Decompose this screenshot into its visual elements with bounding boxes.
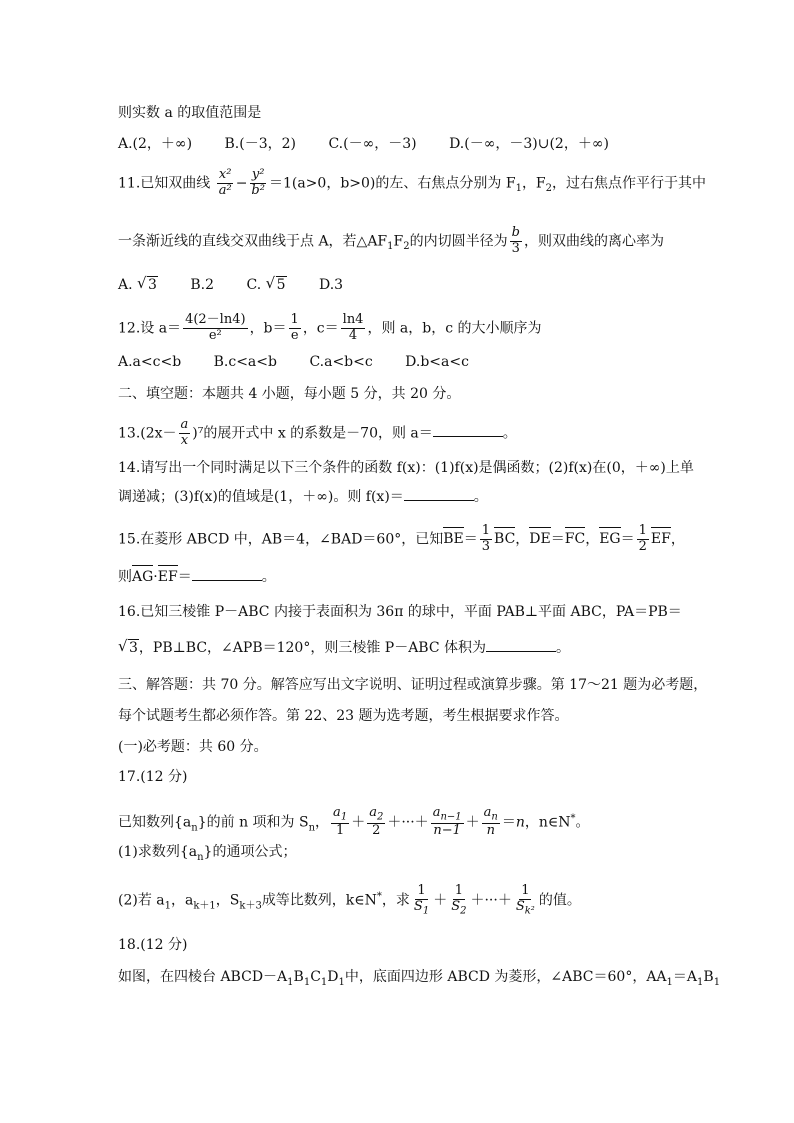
sqrt-3-q16: √ 3	[118, 641, 139, 655]
q15-answer-blank[interactable]	[192, 570, 262, 581]
q18-text-b: 中，底面四边形 ABCD 为菱形，∠ABC＝60°，AA	[344, 969, 667, 985]
q10-option-a: A.(2，＋∞)	[118, 136, 193, 152]
q11-text-a: 11.已知双曲线	[118, 175, 211, 192]
fraction-an1-n1: $\frac{a_{n-1}}{n-1}$	[432, 805, 462, 839]
section-3-line2	[118, 709, 569, 723]
vector-ef: EF	[650, 531, 671, 548]
q18-text-a: 如图，在四棱台 ABCD－A	[118, 969, 288, 985]
q12-option-a: A.a<c<b	[118, 354, 182, 370]
q12-option-d: D.b<a<c	[405, 354, 469, 370]
q16-text-b: ，PB⊥BC，∠APB＝120°，则三棱锥 P－ABC 体积为	[138, 640, 487, 656]
q11-text-f: ，则双曲线的离心率为	[523, 233, 664, 250]
section-3-text-b: 每个试题考生都必须作答。第 22、23 题为选考题，考生根据要求作答。	[118, 708, 569, 724]
q12-text-a: 12.设 a＝	[118, 320, 182, 337]
section-2-text: 二、填空题：本题共 4 小题，每小题 5 分，共 20 分。	[118, 386, 461, 402]
q13-text-a: 13.(2x－	[118, 425, 177, 442]
fraction-1-sk2: $\frac{1}{S_{k^2}}$	[515, 883, 535, 917]
q17-part1-text-a: (1)求数列{a	[118, 844, 198, 860]
q14-line1	[118, 461, 694, 475]
q14-text-c: 。	[473, 489, 488, 505]
q17-part2-text-c: ，S	[215, 892, 240, 909]
q15-text-d: 。	[261, 569, 276, 585]
fraction-an-n: $\frac{a_n}{n}$	[483, 805, 498, 839]
q11-option-a: A.	[118, 277, 133, 293]
q13-answer-blank[interactable]	[433, 426, 503, 437]
q11-option-c: C.	[246, 277, 262, 293]
q15-text-b: 则	[118, 569, 132, 585]
vector-bc: BC	[494, 531, 516, 548]
q12-text-b: ，b＝	[249, 320, 287, 337]
vector-ef-2: EF	[157, 569, 178, 585]
q15-line1: 15.在菱形 ABCD 中，AB＝4，∠BAD＝60°，已知BE＝ $\frac{1}{3}$ BC，DE＝FC，EG＝ $\frac{1}{2}$ EF，	[118, 523, 685, 554]
q16-text-c: 。	[556, 640, 571, 656]
q10-tail	[118, 106, 261, 120]
q17-heading-text: 17.(12 分)	[118, 769, 188, 785]
q14-answer-blank[interactable]	[404, 490, 474, 501]
q12-line	[118, 313, 542, 344]
q14-text-a: 14.请写出一个同时满足以下三个条件的函数 f(x)：(1)f(x)是偶函数；(2)f(x)在(0，＋∞)上单	[118, 460, 694, 476]
q17-heading	[118, 770, 187, 784]
fraction-b-3: $\frac{b}{3}$	[511, 225, 520, 256]
q17-text-b: }的前 n 项和为 S	[197, 814, 309, 831]
q17-part2-text-b: ，a	[171, 892, 194, 909]
q15-text-a: 15.在菱形 ABCD 中，AB＝4，∠BAD＝60°，已知	[118, 531, 444, 548]
q12-text-d: ，则 a，b，c 的大小顺序为	[367, 320, 542, 337]
fraction-1-3: $\frac{1}{3}$	[481, 523, 491, 554]
q18-heading-text: 18.(12 分)	[118, 937, 188, 953]
q14-text-b: 调递减；(3)f(x)的值域是(1，＋∞)。则 f(x)＝	[118, 489, 404, 505]
section-3-text-a: 三、解答题：共 70 分。解答应写出文字说明、证明过程或演算步骤。第 17～21 题为必考题，	[118, 677, 708, 693]
q17-part1-text-b: }的通项公式；	[203, 844, 297, 860]
q18-text-c: ＝A	[672, 969, 698, 985]
q15-line2: 则AG·EF＝ 。	[118, 569, 276, 585]
q17-part2-text-e: ，求	[381, 892, 410, 909]
fraction-1-s1: $\frac{1}{S_1}$	[413, 883, 430, 917]
section-2-heading	[118, 387, 460, 401]
q17-part1: (1)求数列$\{a_n\}$的通项公式；	[118, 844, 297, 863]
q16-answer-blank[interactable]	[486, 641, 556, 652]
fraction-y2-b2: $\frac{\text{y²}}{\text{b²}}$	[251, 167, 265, 198]
q15-text-c: ＝	[177, 569, 192, 585]
q11-text-b: ＝1(a>0，b>0)的左、右焦点分别为 F	[268, 175, 516, 192]
fraction-a2-2: $\frac{a_2}{2}$	[369, 805, 384, 839]
q18-heading	[118, 938, 187, 952]
q11-line1: 11.已知双曲线 $\frac{\text{x²}}{\text{a²}}$ − $\frac{\text{y²}}{\text{b²}}$ ＝1(a>0，b>0)的左、右焦点分别为 $F_1$，$F_2$，过右焦点作平行于其中	[118, 167, 707, 198]
q17-part2-text-f: 的值。	[538, 892, 581, 909]
q12-option-b: B.c<a<b	[213, 354, 277, 370]
q17-text-a: 已知数列{a	[118, 814, 192, 831]
q12-option-c: C.a<b<c	[309, 354, 373, 370]
q13-text-b: )⁷的展开式中 x 的系数是－70，则 a＝	[192, 425, 433, 442]
q17-part2-text-d: 成等比数列，k∈N	[261, 892, 377, 909]
section-3-line1	[118, 678, 707, 692]
section-3-line3	[118, 740, 268, 754]
q13-line	[118, 418, 517, 449]
q10-option-c: C.(－∞，－3)	[328, 136, 417, 152]
q16-line1	[118, 605, 682, 619]
section-3-text-c: (一)必考题：共 60 分。	[118, 739, 268, 755]
q16-text-a: 16.已知三棱锥 P－ABC 内接于表面积为 36π 的球中，平面 PAB⊥平面 ABC，PA＝PB＝	[118, 604, 682, 620]
q18-line1: 如图，在四棱台 $ABCD-A_1B_1C_1D_1$中，底面四边形 ABCD 为菱形，∠ABC＝60°，$AA_1=A_1B_1$	[118, 969, 721, 988]
q17-text-c: ，n∈N	[524, 814, 571, 831]
q10-text: 则实数 a 的取值范围是	[118, 105, 262, 121]
q13-text-c: 。	[502, 425, 517, 442]
q14-line2	[118, 490, 488, 504]
q10-option-b: B.(－3，2)	[224, 136, 296, 152]
q11-options	[118, 278, 343, 292]
vector-ag: AG	[132, 569, 154, 585]
q12-text-c: ，c＝	[302, 320, 339, 337]
fraction-c: $\frac{\ln 4}{4}$	[342, 312, 364, 343]
q16-line2	[118, 641, 570, 655]
vector-de: DE	[529, 531, 551, 548]
q11-option-b: B.2	[190, 277, 215, 293]
q17-part2: (2)若 $a_1$，$a_{k+1}$，$S_{k+3}$成等比数列，k∈N*，求 $\frac{1}{S_1}$ ＋ $\frac{1}{S_2}$ ＋···＋ $\frac{1}{S_{k^2}}$ 的值。	[118, 883, 581, 917]
fraction-a1-1: $\frac{a_1}{1}$	[333, 805, 348, 839]
vector-be: BE	[443, 531, 464, 548]
q11-text-d: 一条渐近线的直线交双曲线于点 A，若△AF	[118, 233, 388, 250]
fraction-1-2: $\frac{1}{2}$	[638, 523, 647, 554]
q10-option-d: D.(－∞，－3)∪(2，＋∞)	[449, 136, 609, 152]
q11-text-c: ，过右焦点作平行于其中	[552, 175, 707, 192]
q11-text-e: 的内切圆半径为	[409, 233, 508, 250]
sqrt-3: √ 3	[137, 278, 158, 292]
fraction-x2-a2: $\frac{\text{x²}}{\text{a²}}$	[218, 167, 232, 198]
fraction-b: $\frac{1}{e}$	[290, 312, 299, 343]
q12-options	[118, 355, 469, 369]
q11-option-d: D.3	[319, 277, 344, 293]
q17-text-d: 。	[575, 814, 590, 831]
q10-options	[118, 137, 609, 151]
q17-part2-text-a: (2)若 a	[118, 892, 165, 909]
q17-line1: 已知数列$\{a_n\}$的前 n 项和为 $S_n$， $\frac{a_1}{1}$ ＋ $\frac{a_2}{2}$ ＋···＋ $\frac{a_{n-1}}{n-1}$ ＋ $\frac{a_n}{n}$ ＝n，n∈N*。	[118, 805, 590, 839]
fraction-a-x: $\frac{a}{x}$	[180, 417, 189, 448]
sqrt-5: √ 5	[266, 278, 287, 292]
vector-fc: FC	[564, 531, 586, 548]
fraction-1-s2: $\frac{1}{S_2}$	[451, 883, 467, 917]
vector-eg: EG	[599, 531, 621, 548]
fraction-a: $\frac{4(2-\ln 4)}{\text{e²}}$	[185, 312, 246, 343]
q11-line2: 一条渐近线的直线交双曲线于点 A，若$\triangle AF_1F_2$的内切圆半径为 $\frac{b}{3}$ ，则双曲线的离心率为	[118, 225, 664, 256]
